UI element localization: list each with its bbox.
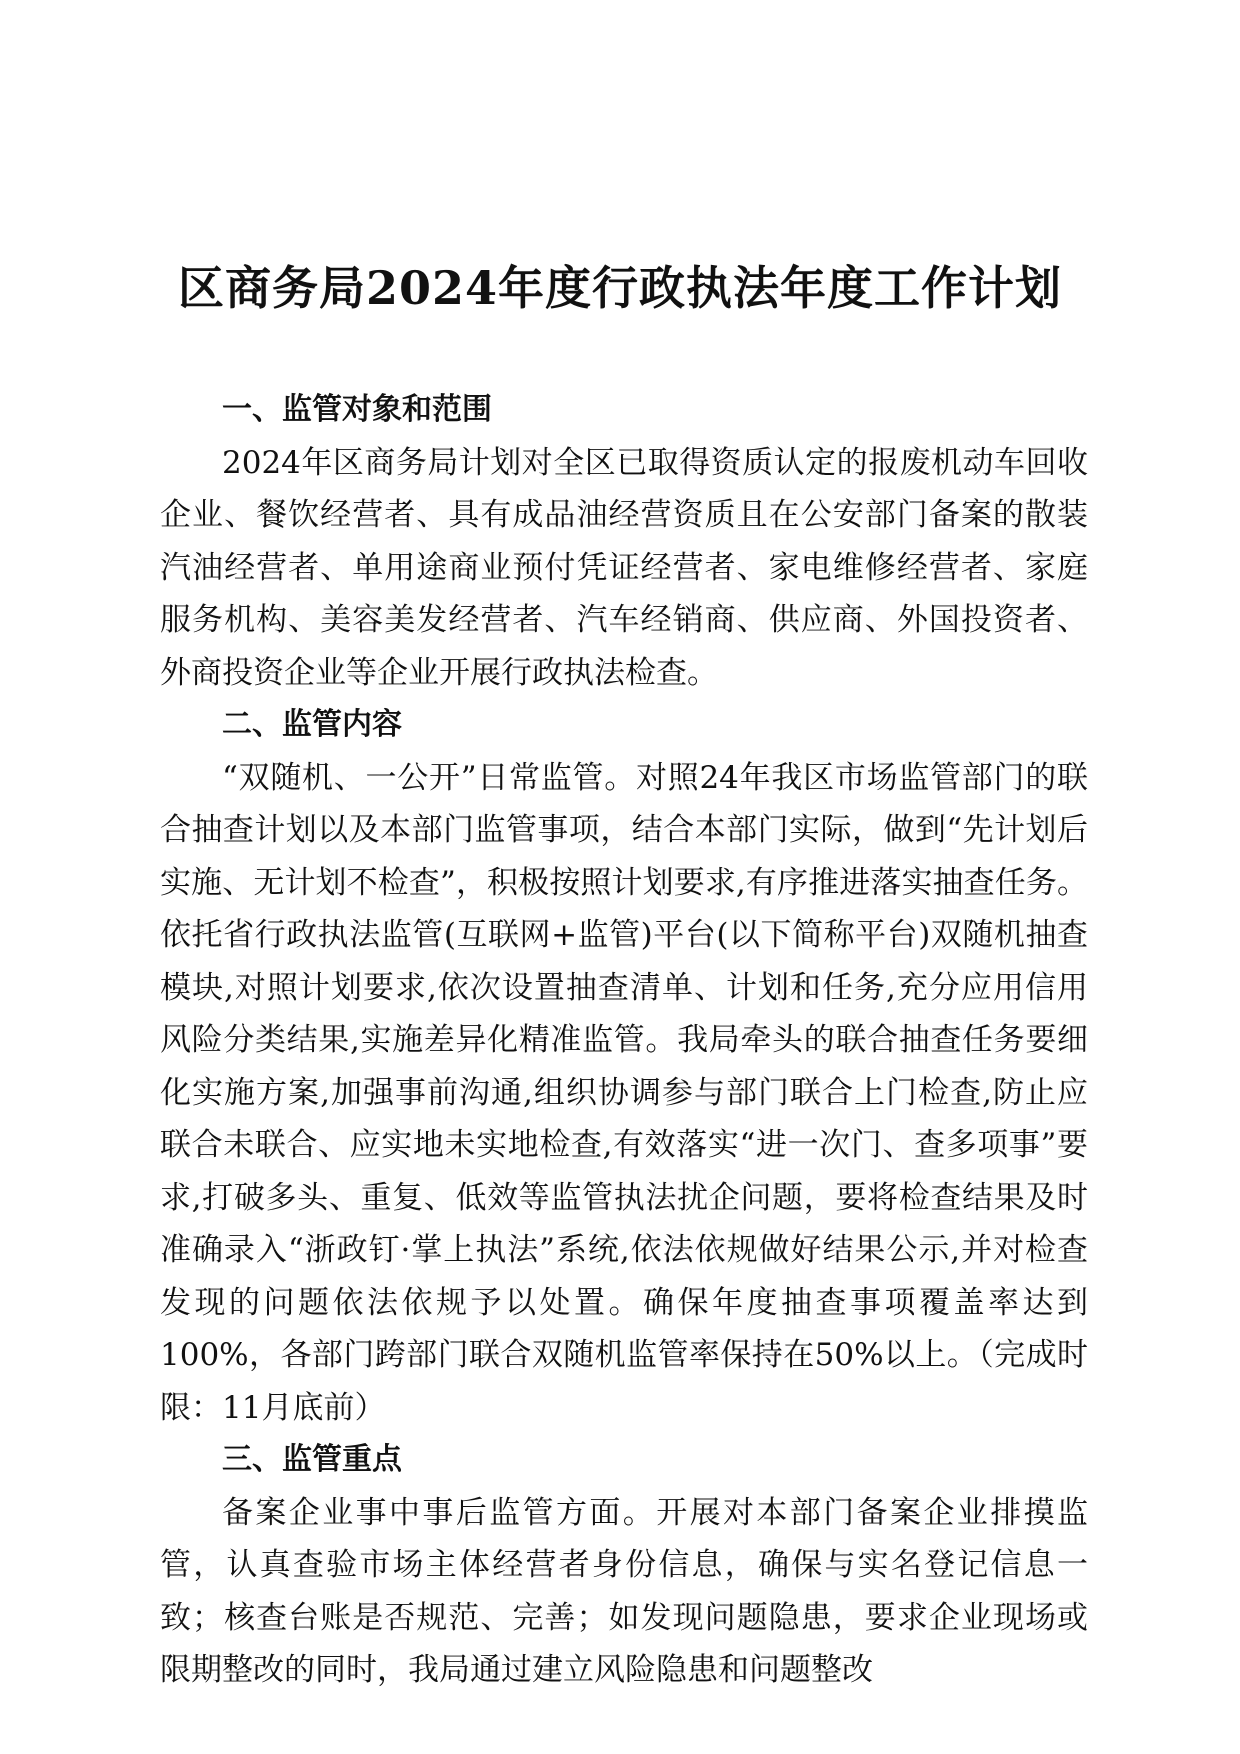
section-paragraph-2: “双随机、一公开”日常监管。对照24年我区市场监管部门的联合抽查计划以及本部门监管事项，结合本部门实际，做到“先计划后实施、无计划不检查”，积极按照计划要求,有序推进落实抽查任务。依托省行政执法监管(互联网+监管)平台(以下简称平台)双随机抽查模块,对照计划要求,依次设置抽查清单、计划和任务,充分应用信用风险分类结果,实施差异化精准监管。我局牵头的联合抽查任务要细化实施方案,加强事前沟通,组织协调参与部门联合上门检查,防止应联合未联合、应实地未实地检查,有效落实“进一次门、查多项事”要求,打破多头、重复、低效等监管执法扰企问题，要将检查结果及时准确录入“浙政钉·掌上执法”系统,依法依规做好结果公示,并对检查发现的问题依法依规予以处置。确保年度抽查事项覆盖率达到100%，各部门跨部门联合双随机监管率保持在50%以上。（完成时限：11月底前） bbox=[160, 759, 1088, 1426]
section-paragraph-3: 备案企业事中事后监管方面。开展对本部门备案企业排摸监管，认真查验市场主体经营者身份信息，确保与实名登记信息一致；核查台账是否规范、完善；如发现问题隐患，要求企业现场或限期整改的同时，我局通过建立风险隐患和问题整改 bbox=[160, 1494, 1088, 1688]
section-heading-1: 一、监管对象和范围 bbox=[222, 392, 492, 427]
section-heading-2: 二、监管内容 bbox=[222, 707, 402, 742]
section-paragraph-1: 2024年区商务局计划对全区已取得资质认定的报废机动车回收企业、餐饮经营者、具有成品油经营资质且在公安部门备案的散装汽油经营者、单用途商业预付凭证经营者、家电维修经营者、家庭服务机构、美容美发经营者、汽车经销商、供应商、外国投资者、外商投资企业等企业开展行政执法检查。 bbox=[160, 444, 1088, 691]
document-title: 区商务局2024年度行政执法年度工作计划 bbox=[177, 261, 1063, 315]
document-body bbox=[160, 384, 1088, 1697]
section-heading-3: 三、监管重点 bbox=[222, 1442, 402, 1477]
